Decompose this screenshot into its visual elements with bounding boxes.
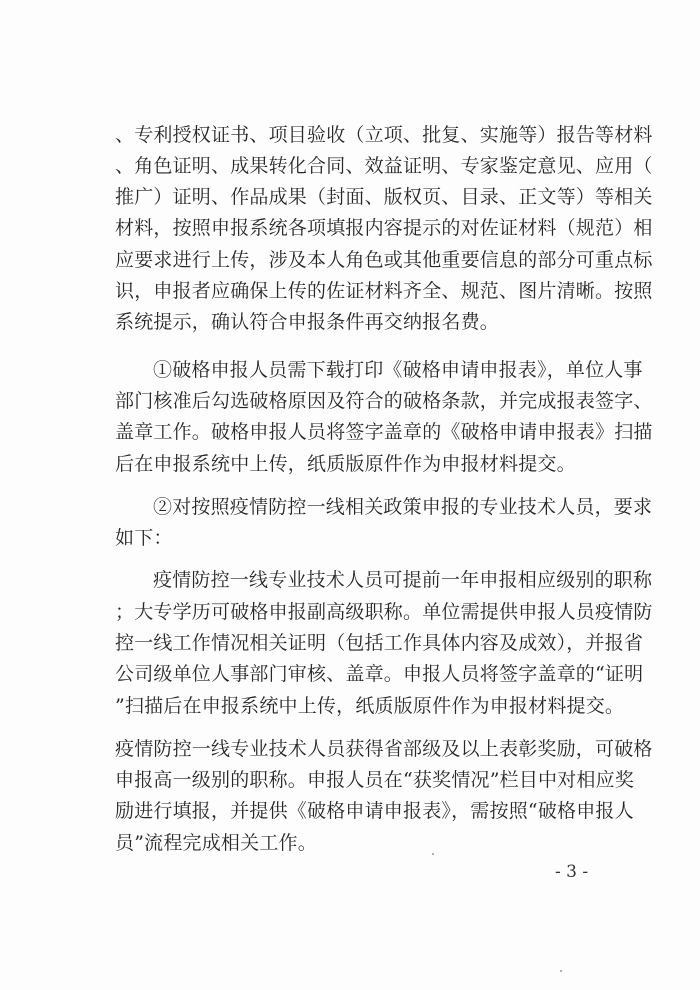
text-line: ②对按照疫情防控一线相关政策申报的专业技术人员，要求 — [153, 496, 653, 518]
text-line: 系统提示，确认符合申报条件再交纳报名费。 — [115, 311, 500, 333]
text-line: 如下： — [115, 527, 173, 549]
text-line: 盖章工作。破格申报人员将签字盖章的《破格申请申报表》扫描 — [115, 421, 653, 443]
text-line: 公司级单位人事部门审核、盖章。申报人员将签字盖章的“证明 — [115, 663, 644, 685]
text-line: 申报高一级别的职称。申报人员在“获奖情况”栏目中对相应奖 — [115, 769, 635, 791]
text-line: 控一线工作情况相关证明（包括工作具体内容及成效），并报省 — [115, 632, 644, 654]
text-line: 励进行填报，并提供《破格申请申报表》，需按照“破格申报人 — [115, 800, 634, 822]
text-line: ”扫描后在申报系统中上传，纸质版原件作为申报材料提交。 — [115, 695, 625, 717]
text-line: 应要求进行上传，涉及本人角色或其他重要信息的部分可重点标 — [115, 249, 653, 271]
scan-speck — [560, 970, 562, 972]
page-number: - 3 - — [555, 862, 589, 882]
text-line: 推广）证明、作品成果（封面、版权页、目录、正文等）等相关 — [115, 186, 653, 208]
text-line: 疫情防控一线专业技术人员可提前一年申报相应级别的职称 — [153, 569, 653, 591]
text-line: 后在申报系统中上传，纸质版原件作为申报材料提交。 — [115, 453, 576, 475]
text-line: 部门核准后勾选破格原因及符合的破格条款，并完成报表签字、 — [115, 390, 653, 412]
text-line: ；大专学历可破格申报副高级职称。单位需提供申报人员疫情防 — [115, 601, 653, 623]
text-line: 、专利授权证书、项目验收（立项、批复、实施等）报告等材料 — [115, 124, 653, 146]
text-line: 员”流程完成相关工作。 — [115, 832, 317, 854]
text-line: 、角色证明、成果转化合同、效益证明、专家鉴定意见、应用（ — [115, 155, 653, 177]
scan-speck — [432, 853, 434, 855]
text-line: ①破格申报人员需下载打印《破格申请申报表》，单位人事 — [153, 359, 643, 381]
text-line: 材料，按照申报系统各项填报内容提示的对佐证材料（规范）相 — [115, 217, 653, 239]
text-line: 疫情防控一线专业技术人员获得省部级及以上表彰奖励，可破格 — [115, 738, 653, 760]
text-line: 识，申报者应确保上传的佐证材料齐全、规范、图片清晰。按照 — [115, 280, 653, 302]
